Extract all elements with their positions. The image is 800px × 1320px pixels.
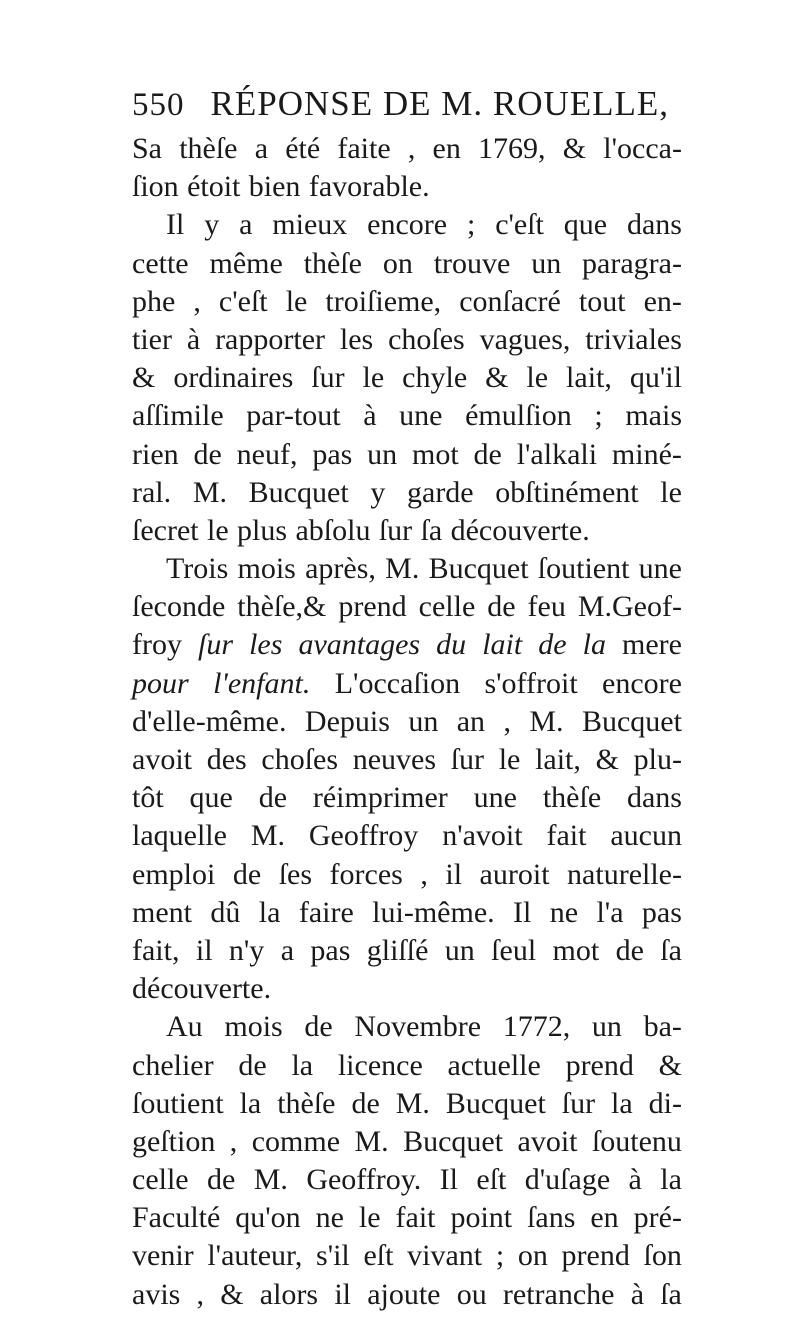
body-text — [132, 130, 682, 1314]
text-line: ſion étoit bien favorable. — [132, 170, 430, 204]
text-line: tôt que de réimprimer une thèſe dans — [132, 781, 682, 815]
text-line: venir l'auteur, s'il eſt vivant ; on prend ſon — [132, 1239, 682, 1273]
text-line: ral. M. Bucquet y garde obſtinément le — [132, 475, 682, 509]
text-line: fait, il n'y a pas gliſſé un ſeul mot de ſa — [132, 933, 682, 967]
text-line: ſeconde thèſe,& prend celle de feu M.Geof- — [132, 590, 682, 624]
text-line: tier à rapporter les choſes vagues, triviales — [132, 322, 682, 356]
page-number: 550 — [132, 87, 185, 123]
text-line: avoit des choſes neuves ſur le lait, & plu- — [132, 743, 682, 776]
text-line: découverte. — [132, 972, 272, 1006]
text-line: Trois mois après, M. Bucquet ſoutient une — [166, 552, 682, 586]
text-line: aſſimile par-tout à une émulſion ; mais — [132, 399, 682, 433]
text-line: avis , & alors il ajoute ou retranche à ſa — [132, 1277, 682, 1311]
text-line: froy ſur les avantages du lait de la mere — [132, 628, 682, 662]
text-line: pour l'enfant. L'occaſion s'offroit encore — [132, 666, 682, 700]
running-head: RÉPONSE DE M. ROUELLE, — [210, 84, 670, 123]
text-line: cette même thèſe on trouve un paragra- — [132, 246, 682, 280]
text-line: ſecret le plus abſolu ſur ſa découverte. — [132, 513, 590, 547]
text-line: geſtion , comme M. Bucquet avoit ſoutenu — [132, 1124, 682, 1158]
text-line: ment dû la faire lui-même. Il ne l'a pas — [132, 895, 682, 929]
text-line: ſoutient la thèſe de M. Bucquet ſur la di- — [132, 1086, 682, 1120]
text-line: chelier de la licence actuelle prend & — [132, 1048, 682, 1082]
text-line: & ordinaires ſur le chyle & le lait, qu'il — [132, 361, 682, 395]
text-line: phe , c'eſt le troiſieme, conſacré tout en- — [132, 284, 682, 318]
text-line: Au mois de Novembre 1772, un ba- — [166, 1010, 682, 1044]
text-line: rien de neuf, pas un mot de l'alkali miné- — [132, 437, 682, 471]
text-line: Il y a mieux encore ; c'eſt que dans — [166, 208, 682, 242]
text-line: d'elle-même. Depuis un an , M. Bucquet — [132, 704, 682, 738]
page-header — [132, 82, 682, 126]
text-line: celle de M. Geoffroy. Il eſt d'uſage à la — [132, 1163, 682, 1197]
text-line: Faculté qu'on ne le fait point ſans en pré- — [132, 1201, 682, 1235]
text-line: Sa thèſe a été faite , en 1769, & l'occa- — [132, 132, 682, 165]
text-line: emploi de ſes forces , il auroit naturelle- — [132, 857, 682, 891]
text-line: laquelle M. Geoffroy n'avoit fait aucun — [132, 819, 682, 853]
